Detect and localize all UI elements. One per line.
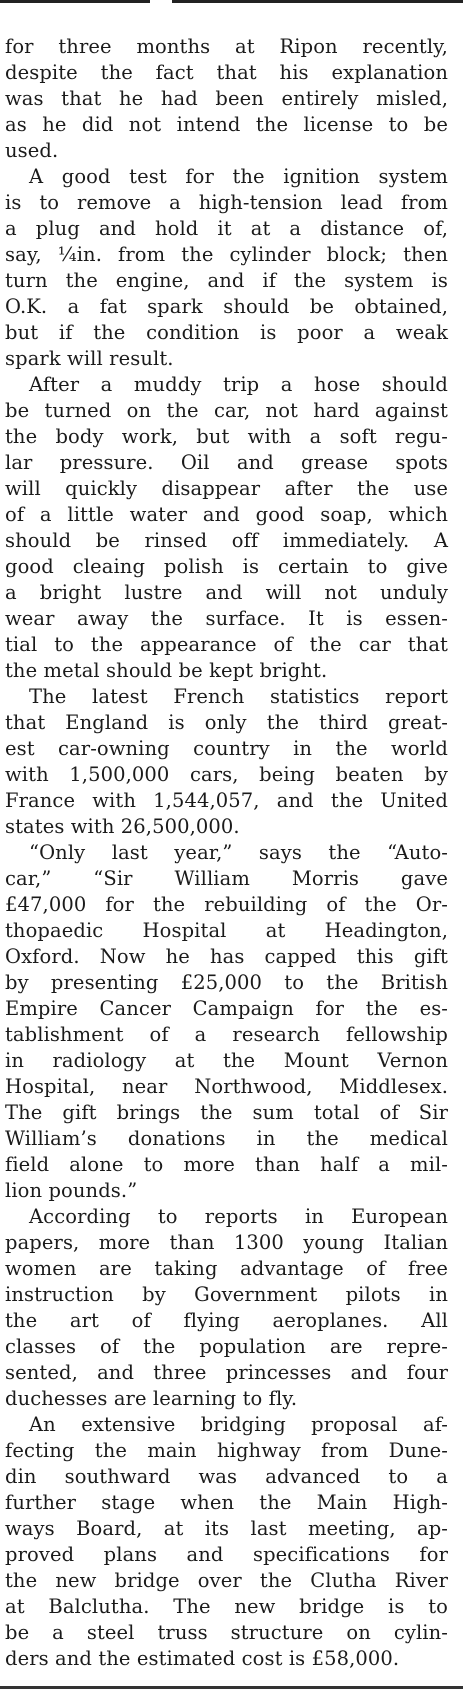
paragraph <box>5 372 448 684</box>
text-line: After a muddy trip a hose should <box>29 373 448 396</box>
text-line: fecting the main highway from Dune- <box>5 1439 448 1462</box>
newspaper-column <box>5 34 448 1672</box>
text-line: Empire Cancer Campaign for the es- <box>5 997 448 1020</box>
column-bottom-rule <box>0 1686 463 1689</box>
text-line: tablishment of a research fellowship <box>5 1023 448 1046</box>
paragraph <box>5 1204 448 1412</box>
text-line: that England is only the third great- <box>5 711 448 734</box>
text-line: for three months at Ripon recently, <box>5 35 448 58</box>
text-line: was that he had been entirely misled, <box>5 87 448 110</box>
text-line: France with 1,544,057, and the United <box>5 789 448 812</box>
text-line: classes of the population are repre- <box>5 1335 448 1358</box>
text-line: say, ¼in. from the cylinder block; then <box>5 243 448 266</box>
text-line: turn the engine, and if the system is <box>5 269 448 292</box>
text-line: the metal should be kept bright. <box>5 659 328 682</box>
text-line: According to reports in European <box>29 1205 448 1228</box>
text-line: O.K. a fat spark should be obtained, <box>5 295 448 318</box>
text-line: papers, more than 1300 young Italian <box>5 1231 448 1254</box>
text-line: is to remove a high-tension lead from <box>5 191 448 214</box>
text-line: the new bridge over the Clutha River <box>5 1569 448 1592</box>
text-line: women are taking advantage of free <box>5 1257 448 1280</box>
text-line: A good test for the ignition system <box>29 165 448 188</box>
paragraph <box>5 840 448 1204</box>
text-line: proved plans and specifications for <box>5 1543 448 1566</box>
text-line: a plug and hold it at a distance of, <box>5 217 448 240</box>
text-line: of a little water and good soap, which <box>5 503 448 526</box>
text-line: be turned on the car, not hard against <box>5 399 448 422</box>
text-line: should be rinsed off immediately. A <box>5 529 448 552</box>
text-line: at Balclutha. The new bridge is to <box>5 1595 448 1618</box>
text-line: with 1,500,000 cars, being beaten by <box>5 763 448 786</box>
text-line: duchesses are learning to fly. <box>5 1387 298 1410</box>
text-line: but if the condition is poor a weak <box>5 321 448 344</box>
text-line: further stage when the Main High- <box>5 1491 448 1514</box>
text-line: The gift brings the sum total of Sir <box>5 1101 448 1124</box>
text-line: a bright lustre and will not unduly <box>5 581 448 604</box>
text-line: the art of flying aeroplanes. All <box>5 1309 448 1332</box>
text-line: states with 26,500,000. <box>5 815 240 838</box>
text-line: The latest French statistics report <box>29 685 448 708</box>
paragraph <box>5 1412 448 1672</box>
text-line: Hospital, near Northwood, Middlesex. <box>5 1075 448 1098</box>
text-line: £47,000 for the rebuilding of the Or- <box>5 893 448 916</box>
text-line: tial to the appearance of the car that <box>5 633 448 656</box>
paragraph <box>5 34 448 164</box>
text-line: din southward was advanced to a <box>5 1465 448 1488</box>
paragraph <box>5 684 448 840</box>
text-line: field alone to more than half a mil- <box>5 1153 448 1176</box>
text-line: instruction by Government pilots in <box>5 1283 448 1306</box>
text-line: despite the fact that his explanation <box>5 61 448 84</box>
text-line: lion pounds.” <box>5 1179 138 1202</box>
text-line: good cleaing polish is certain to give <box>5 555 448 578</box>
text-line: be a steel truss structure on cylin- <box>5 1621 448 1644</box>
text-line: spark will result. <box>5 347 174 370</box>
text-line: by presenting £25,000 to the British <box>5 971 448 994</box>
text-line: ders and the estimated cost is £58,000. <box>5 1647 400 1670</box>
text-line: sented, and three princesses and four <box>5 1361 448 1384</box>
text-line: An extensive bridging proposal af- <box>29 1413 448 1436</box>
text-line: used. <box>5 139 59 162</box>
column-top-rule <box>0 0 463 6</box>
top-rule-left <box>0 0 150 3</box>
text-line: in radiology at the Mount Vernon <box>5 1049 448 1072</box>
text-line: William’s donations in the medical <box>5 1127 448 1150</box>
text-line: the body work, but with a soft regu- <box>5 425 448 448</box>
text-line: Oxford. Now he has capped this gift <box>5 945 448 968</box>
text-line: will quickly disappear after the use <box>5 477 448 500</box>
text-line: wear away the surface. It is essen- <box>5 607 448 630</box>
text-line: lar pressure. Oil and grease spots <box>5 451 448 474</box>
text-line: car,” “Sir William Morris gave <box>5 867 448 890</box>
text-line: ways Board, at its last meeting, ap- <box>5 1517 448 1540</box>
top-rule-right <box>172 0 463 3</box>
text-line: “Only last year,” says the “Auto- <box>29 841 448 864</box>
text-line: thopaedic Hospital at Headington, <box>5 919 448 942</box>
paragraph <box>5 164 448 372</box>
text-line: as he did not intend the license to be <box>5 113 448 136</box>
text-line: est car-owning country in the world <box>5 737 448 760</box>
